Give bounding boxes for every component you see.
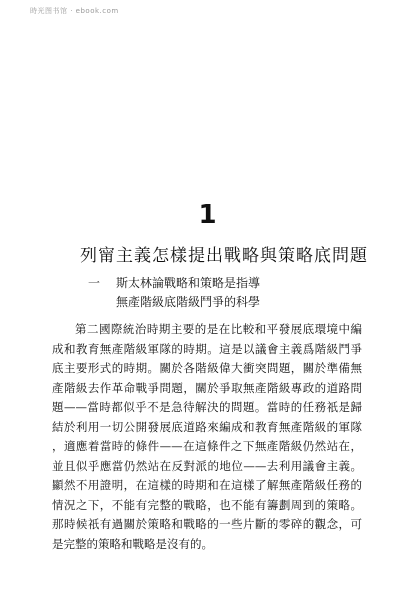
body-line: 題——當時都似乎不是急待解決的問題。當時的任務祇是歸 <box>52 400 362 414</box>
body-line: 第二國際統治時期主要的是在比較和平發展底環境中編 <box>75 322 362 336</box>
body-line: 情況之下，不能有完整的戰略，也不能有籌劃周到的策略。 <box>52 497 362 512</box>
body-line: 顯然不用證明，在這樣的時期和在這樣了解無產階級任務的 <box>52 478 362 492</box>
body-line: 產階級去作革命戰爭問題，關於爭取無產階級專政的道路問 <box>52 380 362 395</box>
section-title-line-2: 無產階級底階級鬥爭的科學 <box>116 295 261 309</box>
chapter-number: 1 <box>198 200 217 230</box>
chapter-title: 列甯主義怎樣提出戰略與策略底問題 <box>80 246 368 266</box>
section-number: 一 <box>88 276 101 290</box>
section-heading <box>88 274 260 292</box>
body-line: 成和教育無產階級軍隊的時期。這是以議會主義爲階級鬥爭 <box>52 341 362 356</box>
body-line: ，適應着當時的條件——在這條件之下無產階級仍然站在， <box>52 439 362 453</box>
body-line: 並且似乎應當仍然站在反對派的地位——去利用議會主義。 <box>52 458 362 473</box>
body-line: 底主要形式的時期。關於各階級偉大衝突問題，關於準備無 <box>52 361 362 375</box>
body-line: 是完整的策略和戰略是沒有的。 <box>52 536 213 551</box>
section-title-line-1: 斯太林論戰略和策略是指導 <box>116 276 261 290</box>
watermark: 時光图书馆 · ebook.com <box>30 7 119 15</box>
body-paragraph <box>52 320 362 554</box>
body-line: 結於利用一切公開發展底道路來編成和教育無產階級的軍隊 <box>52 419 362 434</box>
body-line: 那時候祇有過關於策略和戰略的一些片斷的零碎的觀念，可 <box>52 517 362 531</box>
